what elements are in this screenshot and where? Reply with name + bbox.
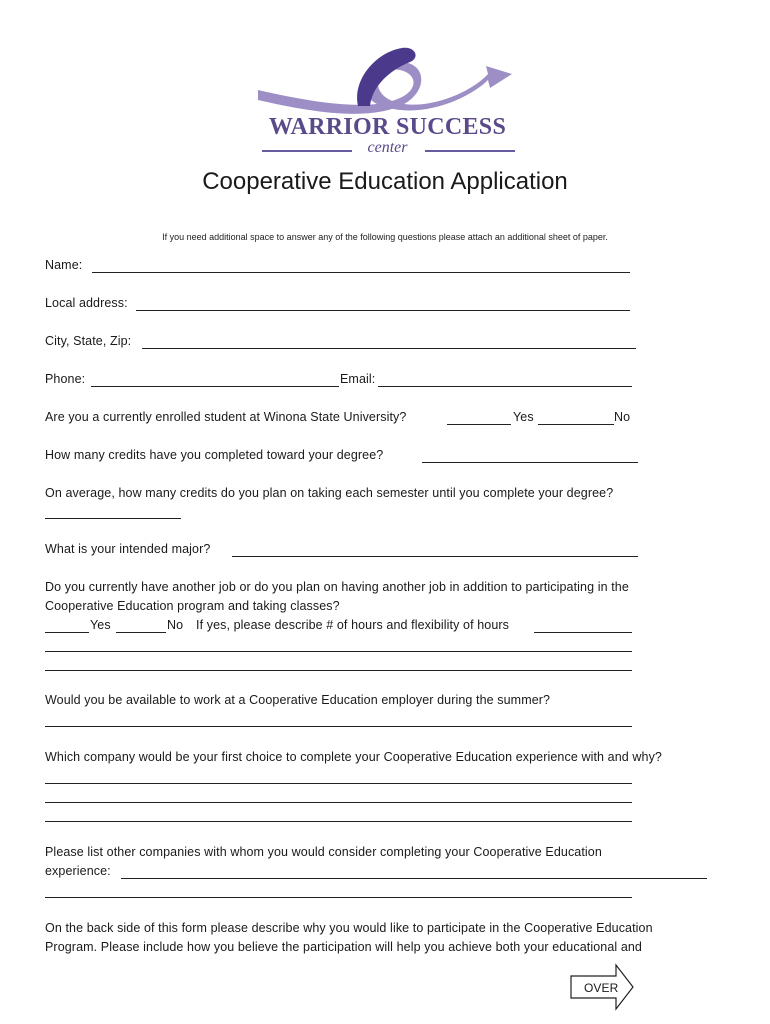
enrolled-yes-label: Yes [513, 410, 534, 424]
other-job-answer-line[interactable] [45, 670, 632, 671]
name-field[interactable] [92, 272, 630, 273]
logo-rule-right [425, 150, 515, 152]
credits-completed-field[interactable] [422, 462, 638, 463]
first-choice-answer-line[interactable] [45, 802, 632, 803]
logo-wordmark: WARRIOR SUCCESS [268, 114, 507, 140]
enrolled-no-field[interactable] [538, 424, 614, 425]
enrolled-no-label: No [614, 410, 631, 424]
other-companies-field[interactable] [121, 878, 707, 879]
credits-per-semester-question: On average, how many credits do you plan on taking each semester until you complete your degree? [45, 486, 614, 500]
other-job-question-line2: Cooperative Education program and taking classes? [45, 599, 340, 613]
logo-subtitle: center [367, 139, 408, 156]
summer-question: Would you be available to work at a Cooperative Education employer during the summer? [45, 693, 551, 707]
phone-label: Phone: [45, 372, 86, 386]
email-label: Email: [340, 372, 376, 386]
major-field[interactable] [232, 556, 638, 557]
credits-completed-question: How many credits have you completed toward your degree? [45, 448, 384, 462]
phone-field[interactable] [91, 386, 339, 387]
local-address-label: Local address: [45, 296, 128, 310]
other-job-describe-label: If yes, please describe # of hours and flexibility of hours [196, 618, 510, 632]
form-title: Cooperative Education Application [202, 168, 568, 195]
instruction-note: If you need additional space to answer any of the following questions please attach an additional sheet of paper. [162, 232, 608, 242]
other-job-yes-label: Yes [90, 618, 111, 632]
other-job-answer-line[interactable] [45, 651, 632, 652]
email-field[interactable] [378, 386, 632, 387]
other-job-no-field[interactable] [116, 632, 166, 633]
other-companies-answer-line[interactable] [45, 897, 632, 898]
city-state-zip-field[interactable] [142, 348, 636, 349]
summer-answer-line[interactable] [45, 726, 632, 727]
first-choice-question: Which company would be your first choice to complete your Cooperative Education experience with and why? [45, 750, 662, 764]
back-side-instruction-line2: Program. Please include how you believe the participation will help you achieve both your educational and [45, 940, 642, 954]
other-job-yes-field[interactable] [45, 632, 89, 633]
other-job-question-line1: Do you currently have another job or do you plan on having another job in addition to participating in the [45, 580, 629, 594]
enrolled-question: Are you a currently enrolled student at Winona State University? [45, 410, 407, 424]
city-state-zip-label: City, State, Zip: [45, 334, 132, 348]
other-companies-question-line2: experience: [45, 864, 111, 878]
credits-per-semester-field[interactable] [45, 518, 181, 519]
first-choice-answer-line[interactable] [45, 783, 632, 784]
name-label: Name: [45, 258, 83, 272]
other-job-describe-field[interactable] [534, 632, 632, 633]
enrolled-yes-field[interactable] [447, 424, 511, 425]
first-choice-answer-line[interactable] [45, 821, 632, 822]
major-question: What is your intended major? [45, 542, 211, 556]
other-companies-question-line1: Please list other companies with whom you would consider completing your Cooperative Education [45, 845, 602, 859]
over-label: OVER [584, 981, 619, 995]
other-job-no-label: No [167, 618, 184, 632]
back-side-instruction-line1: On the back side of this form please describe why you would like to participate in the Cooperative Education [45, 921, 653, 935]
local-address-field[interactable] [136, 310, 630, 311]
